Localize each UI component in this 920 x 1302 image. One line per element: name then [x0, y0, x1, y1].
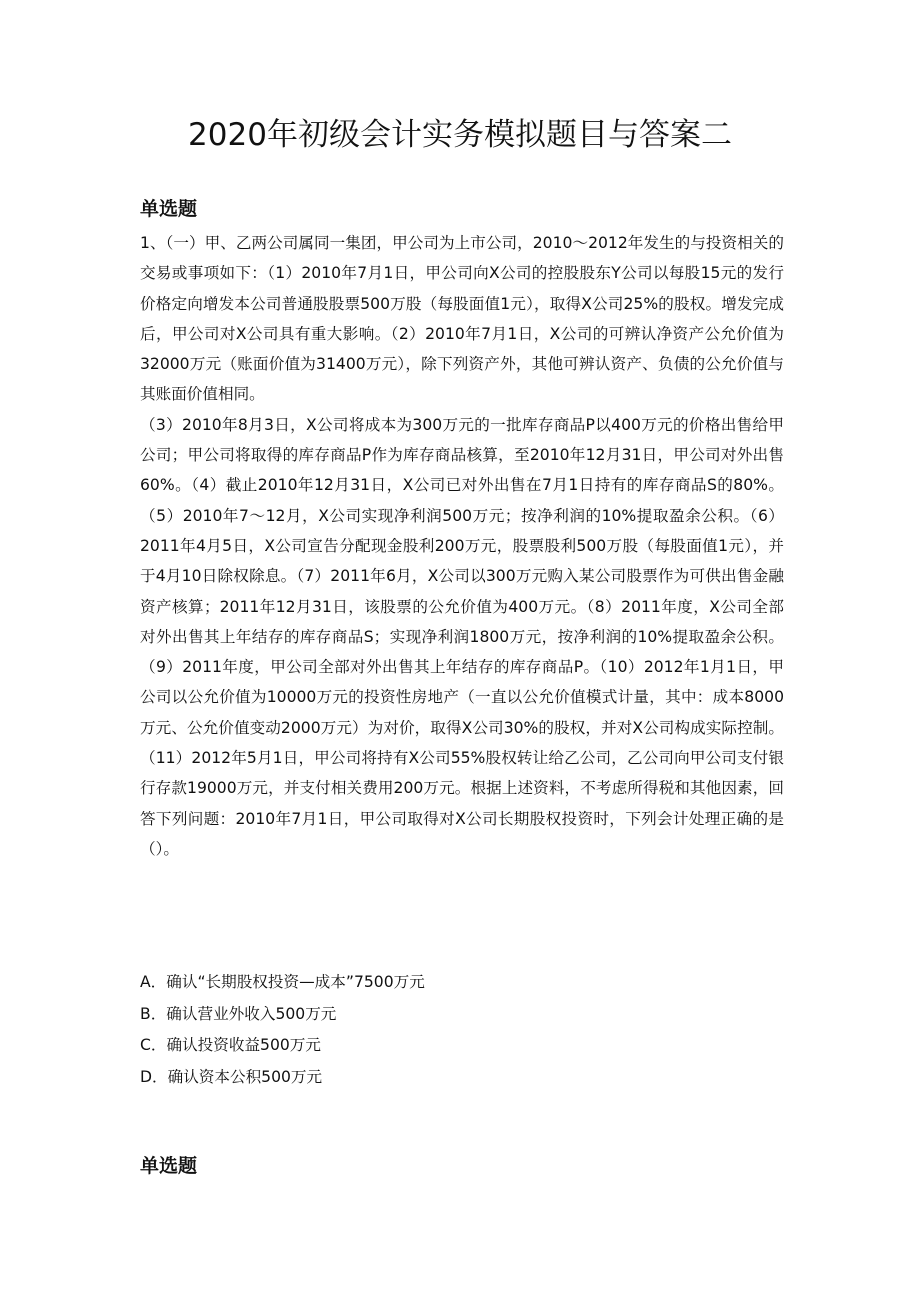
option-d[interactable]: D．确认资本公积500万元: [140, 1067, 323, 1086]
question-paragraph: 1、（一）甲、乙两公司属同一集团，甲公司为上市公司，2010～2012年发生的与投资相关的交易或事项如下：（1）2010年7月1日，甲公司向X公司的控股股东Y公司以每股15元的发行价格定向增发本公司普通股股票500万股（每股面值1元），取得X公司25%的股权。增发完成后，甲公司对X公司具有重大影响。（2）2010年7月1日，X公司的可辨认净资产公允价值为32000万元（账面价值为31400万元），除下列资产外，其他可辨认资产、负债的公允价值与其账面价值相同。: [140, 234, 784, 404]
question-paragraph: （3）2010年8月3日，X公司将成本为300万元的一批库存商品P以400万元的价格出售给甲公司；甲公司将取得的库存商品P作为库存商品核算，至2010年12月31日，甲公司对外出售60%。（4）截止2010年12月31日，X公司已对外出售在7月1日持有的库存商品S的80%。（5）2010年7～12月，X公司实现净利润500万元；按净利润的10%提取盈余公积。（6）2011年4月5日，X公司宣告分配现金股利200万元，股票股利500万股（每股面值1元），并于4月10日除权除息。（7）2011年6月，X公司以300万元购入某公司股票作为可供出售金融资产核算；2011年12月31日，该股票的公允价值为400万元。（8）2011年度，X公司全部对外出售其上年结存的库存商品S；实现净利润1800万元，按净利润的10%提取盈余公积。（9）2011年度，甲公司全部对外出售其上年结存的库存商品P。（10）2012年1月1日，甲公司以公允价值为10000万元的投资性房地产（一直以公允价值模式计量，其中：成本8000万元、公允价值变动2000万元）为对价，取得X公司30%的股权，并对X公司构成实际控制。（11）2012年5月1日，甲公司将持有X公司55%股权转让给乙公司，乙公司向甲公司支付银行存款19000万元，并支付相关费用200万元。根据上述资料，不考虑所得税和其他因素，回答下列问题：2010年7月1日，甲公司取得对X公司长期股权投资时，下列会计处理正确的是（）。: [140, 415, 784, 858]
option-b[interactable]: B．确认营业外收入500万元: [140, 1004, 337, 1023]
answer-options: [140, 967, 784, 1093]
option-a[interactable]: A．确认“长期股权投资—成本”7500万元: [140, 973, 425, 991]
section-heading-single-choice: 单选题: [140, 1155, 198, 1177]
question-stem: [140, 228, 784, 864]
document-title: 2020年初级会计实务模拟题目与答案二: [188, 117, 732, 153]
section-heading-single-choice: 单选题: [140, 198, 198, 220]
option-c[interactable]: C．确认投资收益500万元: [140, 1036, 321, 1054]
